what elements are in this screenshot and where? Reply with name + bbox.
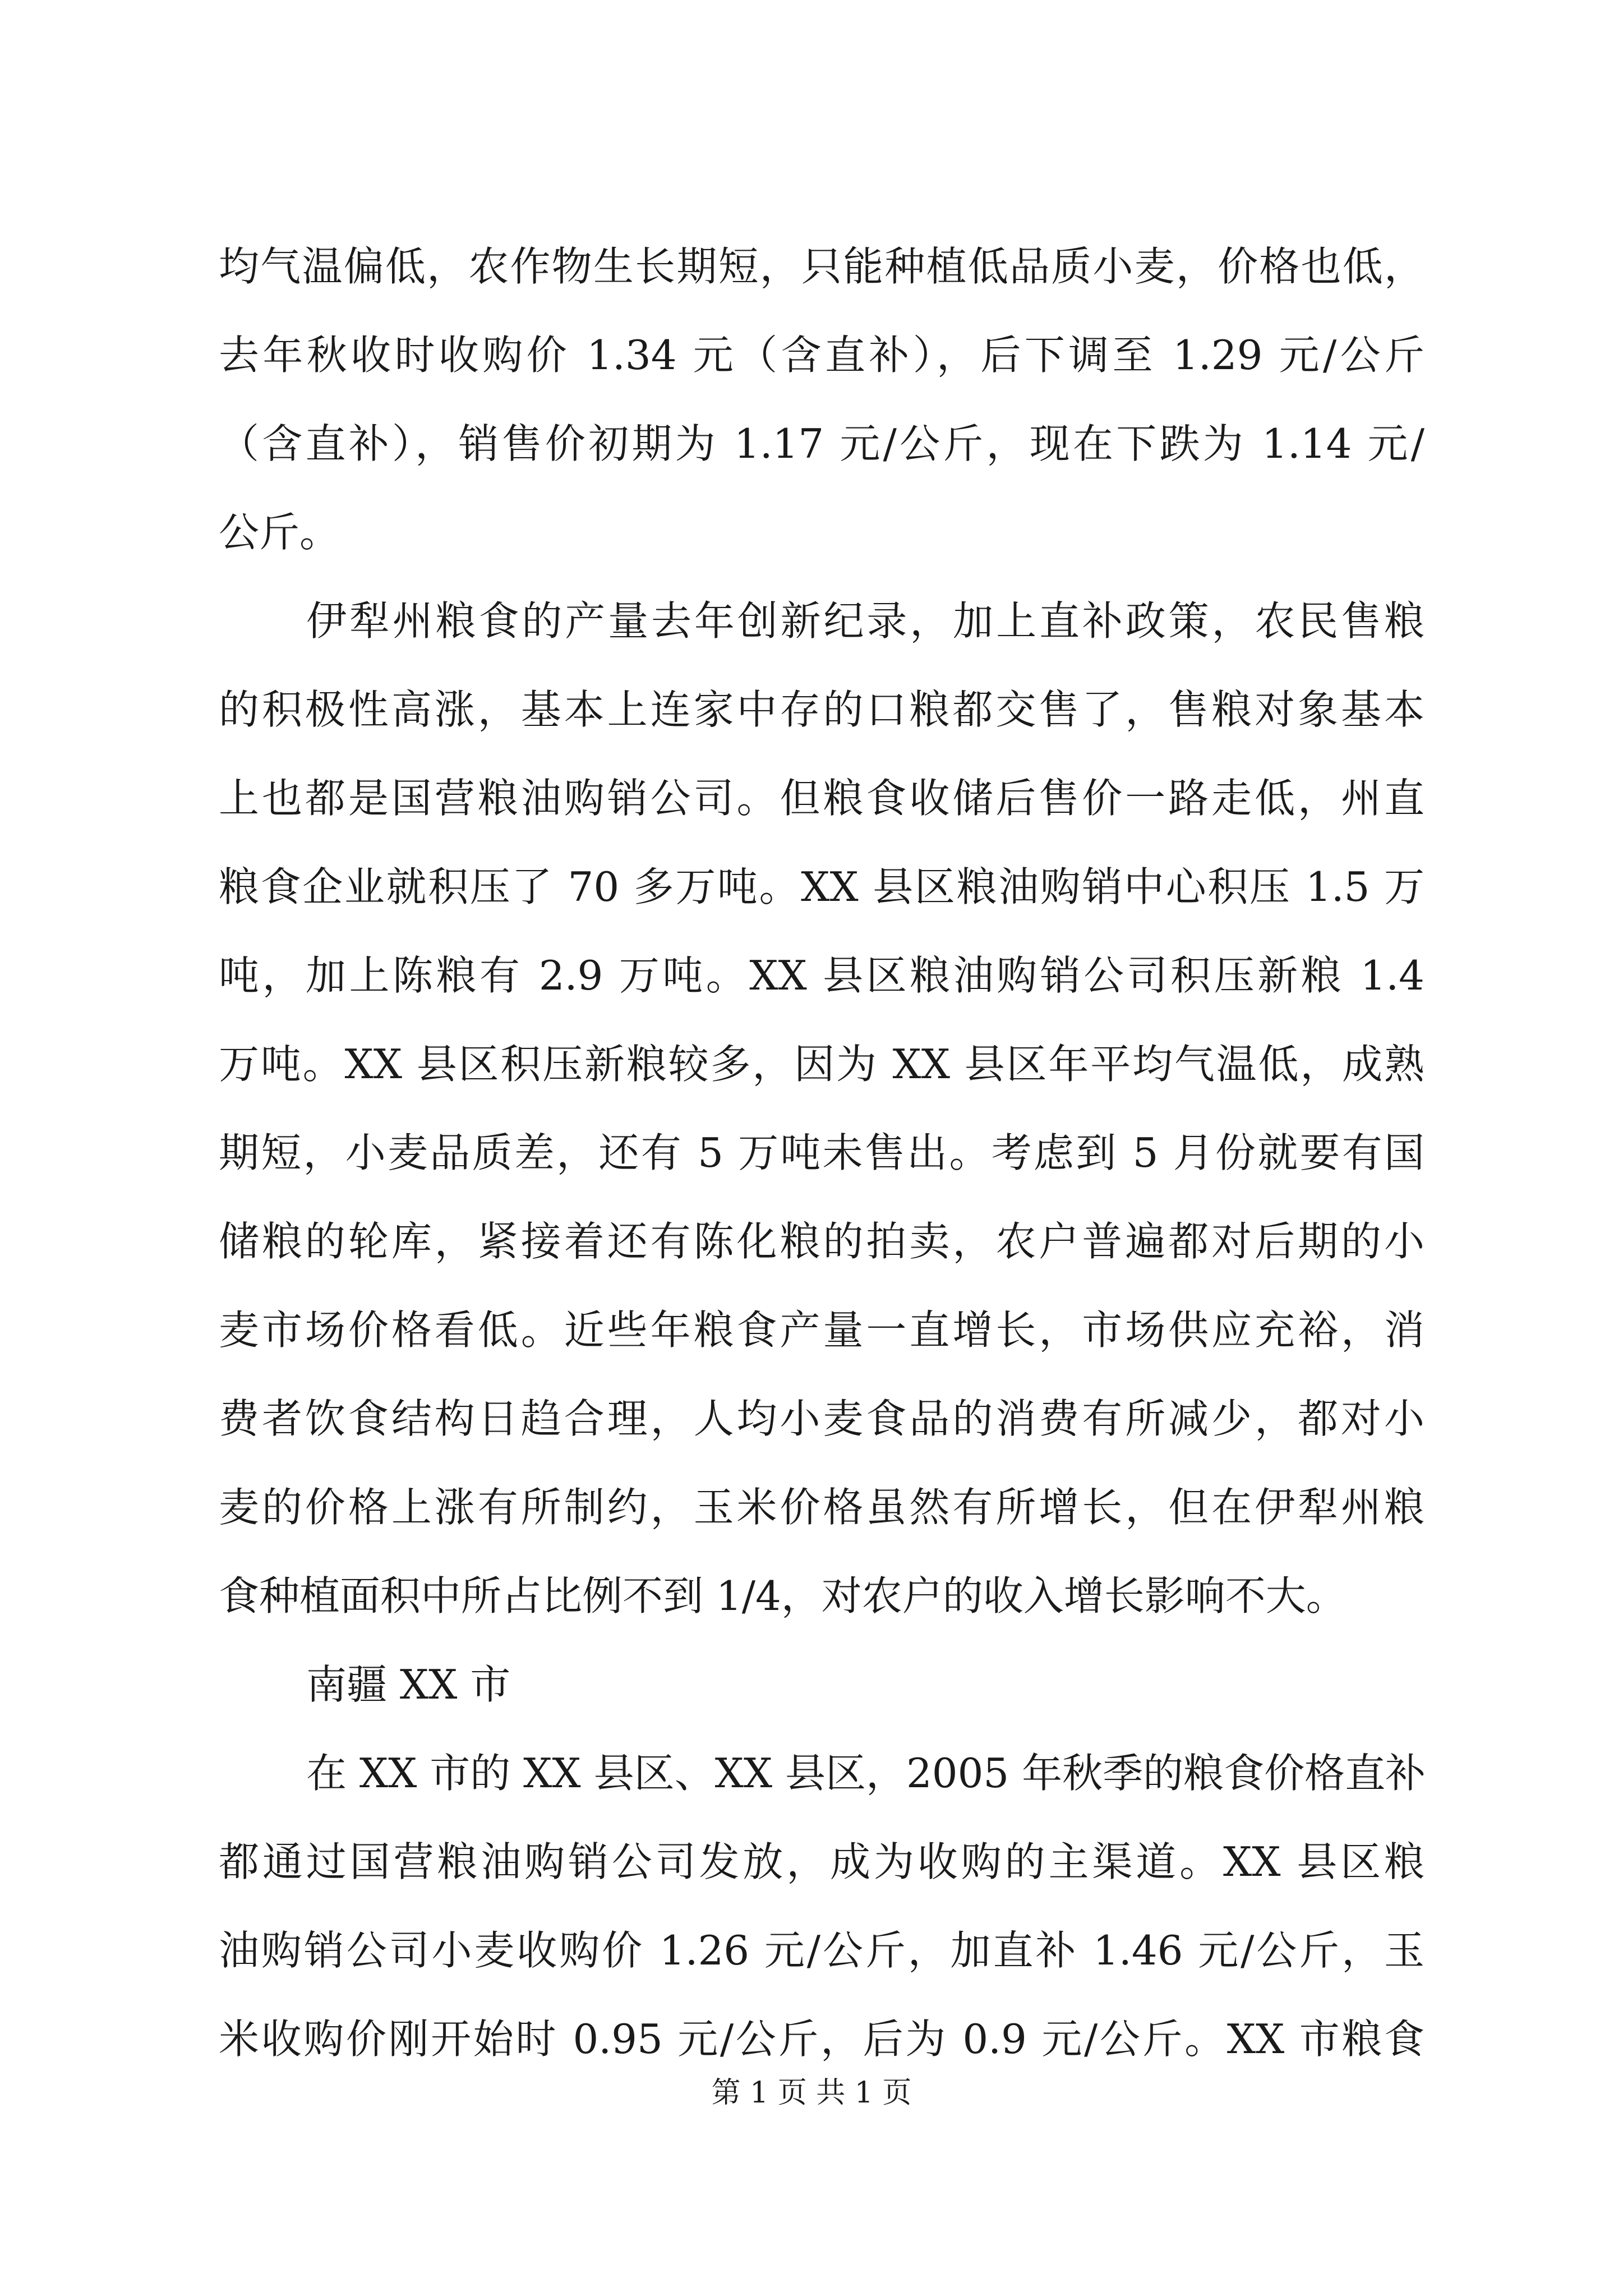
text-line: 麦的价格上涨有所制约，玉米价格虽然有所增长，但在伊犁州粮 bbox=[219, 1484, 1424, 1531]
paragraph-first-line: 伊犁州粮食的产量去年创新纪录，加上直补政策，农民售粮 bbox=[306, 597, 1424, 645]
text-line: 去年秋收时收购价 1.34 元（含直补），后下调至 1.29 元/公斤 bbox=[219, 332, 1424, 379]
text-line: 油购销公司小麦收购价 1.26 元/公斤，加直补 1.46 元/公斤，玉 bbox=[219, 1927, 1424, 1974]
page-number-footer: 第 1 页 共 1 页 bbox=[711, 2076, 912, 2110]
text-line: 的积极性高涨，基本上连家中存的口粮都交售了，售粮对象基本 bbox=[219, 686, 1424, 733]
text-line: 粮食企业就积压了 70 多万吨。XX 县区粮油购销中心积压 1.5 万 bbox=[219, 863, 1424, 910]
paragraph-first-line: 在 XX 市的 XX 县区、XX 县区，2005 年秋季的粮食价格直补 bbox=[306, 1750, 1426, 1797]
text-line: 上也都是国营粮油购销公司。但粮食收储后售价一路走低，州直 bbox=[219, 775, 1424, 822]
text-line: 食种植面积中所占比例不到 1/4，对农户的收入增长影响不大。 bbox=[219, 1572, 1347, 1619]
section-heading: 南疆 XX 市 bbox=[306, 1661, 511, 1708]
text-line: 储粮的轮库，紧接着还有陈化粮的拍卖，农户普遍都对后期的小 bbox=[219, 1218, 1424, 1265]
text-line: 吨，加上陈粮有 2.9 万吨。XX 县区粮油购销公司积压新粮 1.4 bbox=[219, 952, 1424, 999]
text-line: 均气温偏低，农作物生长期短，只能种植低品质小麦，价格也低， bbox=[219, 243, 1424, 290]
text-line: 费者饮食结构日趋合理，人均小麦食品的消费有所减少，都对小 bbox=[219, 1395, 1424, 1442]
text-line: 期短，小麦品质差，还有 5 万吨未售出。考虑到 5 月份就要有国 bbox=[219, 1129, 1424, 1176]
text-line: 麦市场价格看低。近些年粮食产量一直增长，市场供应充裕，消 bbox=[219, 1306, 1424, 1354]
text-line: （含直补），销售价初期为 1.17 元/公斤，现在下跌为 1.14 元/ bbox=[219, 420, 1424, 467]
text-line: 万吨。XX 县区积压新粮较多，因为 XX 县区年平均气温低，成熟 bbox=[219, 1041, 1424, 1088]
text-line: 都通过国营粮油购销公司发放，成为收购的主渠道。XX 县区粮 bbox=[219, 1838, 1424, 1885]
text-line: 米收购价刚开始时 0.95 元/公斤，后为 0.9 元/公斤。XX 市粮食 bbox=[219, 2016, 1424, 2063]
text-line: 公斤。 bbox=[219, 509, 340, 556]
